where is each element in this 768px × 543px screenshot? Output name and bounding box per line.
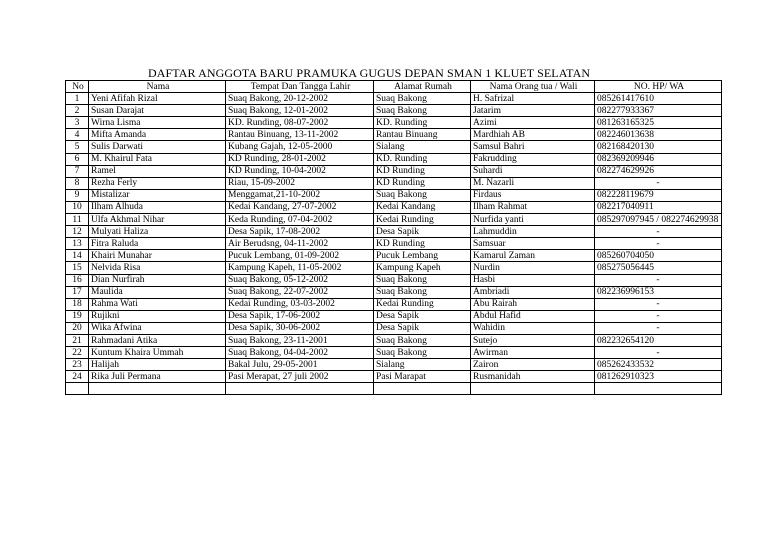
cell-address: Suaq Bakong: [374, 93, 471, 105]
cell-birth-place-date: KD Runding, 10-04-2002: [226, 165, 374, 177]
cell-guardian: Suhardi: [471, 165, 595, 177]
cell-guardian: Jatarim: [471, 105, 595, 117]
cell-guardian: Abu Rairah: [471, 298, 595, 310]
cell-birth-place-date: Pasi Merapat, 27 juli 2002: [226, 371, 374, 383]
cell-guardian: Ilham Rahmat: [471, 201, 595, 213]
cell-guardian: [471, 383, 595, 395]
cell-birth-place-date: KD. Runding, 08-07-2002: [226, 117, 374, 129]
cell-address: [374, 383, 471, 395]
cell-no: 12: [66, 226, 89, 238]
table-row: [66, 238, 722, 250]
cell-birth-place-date: Riau, 15-09-2002: [226, 177, 374, 189]
cell-no: 9: [66, 189, 89, 201]
document-title: DAFTAR ANGGOTA BARU PRAMUKA GUGUS DEPAN SMAN 1 KLUET SELATAN: [148, 66, 591, 80]
cell-birth-place-date: Bakal Julu, 29-05-2001: [226, 359, 374, 371]
table-row: [66, 359, 722, 371]
cell-no: 16: [66, 274, 89, 286]
cell-address: Suaq Bakong: [374, 105, 471, 117]
cell-no: 21: [66, 334, 89, 346]
cell-no: [66, 383, 89, 395]
cell-guardian: Nurdin: [471, 262, 595, 274]
table-body: [66, 93, 722, 395]
header-name: Nama: [89, 81, 226, 93]
cell-address: Suaq Bakong: [374, 334, 471, 346]
cell-no: 2: [66, 105, 89, 117]
table-row: [66, 274, 722, 286]
cell-no: 22: [66, 347, 89, 359]
cell-phone: 081262910323: [595, 371, 722, 383]
table-row: [66, 93, 722, 105]
cell-birth-place-date: [226, 383, 374, 395]
cell-guardian: H. Safrizal: [471, 93, 595, 105]
cell-phone: 085260704050: [595, 250, 722, 262]
cell-phone: -: [595, 347, 722, 359]
cell-phone: -: [595, 310, 722, 322]
cell-name: Sulis Darwati: [89, 141, 226, 153]
cell-guardian: Fakrudding: [471, 153, 595, 165]
cell-birth-place-date: Desa Sapik, 30-06-2002: [226, 322, 374, 334]
cell-no: 15: [66, 262, 89, 274]
cell-address: Kedai Runding: [374, 214, 471, 226]
cell-address: Suaq Bakong: [374, 286, 471, 298]
header-guardian: Nama Orang tua / Wali: [471, 81, 595, 93]
cell-no: 13: [66, 238, 89, 250]
cell-address: Rantau Binuang: [374, 129, 471, 141]
cell-phone: 081263165325: [595, 117, 722, 129]
cell-address: Kedai Runding: [374, 298, 471, 310]
table-row: [66, 298, 722, 310]
cell-no: 1: [66, 93, 89, 105]
cell-name: Yeni Afifah Rizal: [89, 93, 226, 105]
cell-address: Suaq Bakong: [374, 347, 471, 359]
table-row: [66, 371, 722, 383]
cell-guardian: Hasbi: [471, 274, 595, 286]
cell-birth-place-date: Suaq Bakong, 12-01-2002: [226, 105, 374, 117]
table-row: [66, 201, 722, 213]
cell-name: Ulfa Akhmal Nihar: [89, 214, 226, 226]
table-row: [66, 347, 722, 359]
cell-name: M. Khairul Fata: [89, 153, 226, 165]
cell-no: 3: [66, 117, 89, 129]
header-address: Alamat Rumah: [374, 81, 471, 93]
cell-name: Khairi Munahar: [89, 250, 226, 262]
cell-no: 23: [66, 359, 89, 371]
cell-name: Mulyati Haliza: [89, 226, 226, 238]
cell-birth-place-date: Kedai Kandang, 27-07-2002: [226, 201, 374, 213]
cell-no: 14: [66, 250, 89, 262]
cell-birth-place-date: Suaq Bakong, 22-07-2002: [226, 286, 374, 298]
cell-phone: 085297097945 / 082274629938: [595, 214, 722, 226]
cell-address: Desa Sapik: [374, 226, 471, 238]
cell-name: Fitra Raluda: [89, 238, 226, 250]
header-no: No: [66, 81, 89, 93]
table-row: [66, 177, 722, 189]
cell-birth-place-date: Suaq Bakong, 05-12-2002: [226, 274, 374, 286]
table-row: [66, 310, 722, 322]
table-row: [66, 141, 722, 153]
cell-name: Halijah: [89, 359, 226, 371]
cell-guardian: Samsuar: [471, 238, 595, 250]
cell-birth-place-date: Desa Sapik, 17-08-2002: [226, 226, 374, 238]
cell-guardian: Wahidin: [471, 322, 595, 334]
cell-no: 6: [66, 153, 89, 165]
cell-no: 7: [66, 165, 89, 177]
cell-address: Sialang: [374, 359, 471, 371]
table-row: [66, 117, 722, 129]
cell-no: 5: [66, 141, 89, 153]
table-row: [66, 322, 722, 334]
cell-birth-place-date: Air Berudsng, 04-11-2002: [226, 238, 374, 250]
cell-birth-place-date: Suaq Bakong, 20-12-2002: [226, 93, 374, 105]
cell-name: Wika Afwina: [89, 322, 226, 334]
cell-name: Dian Nurfirah: [89, 274, 226, 286]
cell-address: KD. Runding: [374, 117, 471, 129]
cell-name: Rujikni: [89, 310, 226, 322]
cell-no: 17: [66, 286, 89, 298]
cell-phone: [595, 383, 722, 395]
cell-guardian: Kamarul Zaman: [471, 250, 595, 262]
cell-no: 4: [66, 129, 89, 141]
cell-phone: -: [595, 274, 722, 286]
cell-phone: 085261417610: [595, 93, 722, 105]
cell-name: Mistalizar: [89, 189, 226, 201]
cell-name: Ramel: [89, 165, 226, 177]
member-table: [65, 80, 722, 395]
cell-guardian: Firdaus: [471, 189, 595, 201]
cell-address: Sialang: [374, 141, 471, 153]
cell-birth-place-date: Kedai Runding, 03-03-2002: [226, 298, 374, 310]
cell-guardian: Azimi: [471, 117, 595, 129]
cell-guardian: Sutejo: [471, 334, 595, 346]
cell-birth-place-date: Kampung Kapeh, 11-05-2002: [226, 262, 374, 274]
cell-name: Susan Darajat: [89, 105, 226, 117]
cell-no: 11: [66, 214, 89, 226]
cell-phone: 082168420130: [595, 141, 722, 153]
cell-phone: 082236996153: [595, 286, 722, 298]
cell-address: Pasi Marapat: [374, 371, 471, 383]
cell-address: Desa Sapik: [374, 310, 471, 322]
cell-birth-place-date: KD Runding, 28-01-2002: [226, 153, 374, 165]
cell-phone: -: [595, 177, 722, 189]
cell-no: 8: [66, 177, 89, 189]
cell-address: Suaq Bakong: [374, 189, 471, 201]
cell-address: Suaq Bakong: [374, 274, 471, 286]
cell-address: Pucuk Lembang: [374, 250, 471, 262]
cell-guardian: Samsul Bahri: [471, 141, 595, 153]
cell-guardian: M. Nazarli: [471, 177, 595, 189]
cell-guardian: Awirman: [471, 347, 595, 359]
cell-name: Rahma Wati: [89, 298, 226, 310]
cell-phone: 082246013638: [595, 129, 722, 141]
cell-phone: -: [595, 298, 722, 310]
cell-address: KD Runding: [374, 165, 471, 177]
cell-address: Desa Sapik: [374, 322, 471, 334]
table-row: [66, 189, 722, 201]
cell-no: 19: [66, 310, 89, 322]
cell-phone: 085275056445: [595, 262, 722, 274]
table-row: [66, 214, 722, 226]
cell-address: KD. Runding: [374, 153, 471, 165]
cell-name: Nelvida Risa: [89, 262, 226, 274]
cell-name: Ilham Alhuda: [89, 201, 226, 213]
cell-name: Kuntum Khaira Ummah: [89, 347, 226, 359]
cell-birth-place-date: Suaq Bakong, 23-11-2001: [226, 334, 374, 346]
cell-guardian: Rusmanidah: [471, 371, 595, 383]
cell-phone: 082274629926: [595, 165, 722, 177]
cell-birth-place-date: Rantau Binuang, 13-11-2002: [226, 129, 374, 141]
cell-phone: -: [595, 238, 722, 250]
cell-no: 10: [66, 201, 89, 213]
table-header-row: [66, 81, 722, 93]
cell-phone: 085262433532: [595, 359, 722, 371]
cell-phone: 082228119679: [595, 189, 722, 201]
cell-name: Mifta Amanda: [89, 129, 226, 141]
cell-no: 20: [66, 322, 89, 334]
table-row: [66, 105, 722, 117]
cell-guardian: Abdul Hafid: [471, 310, 595, 322]
table-row: [66, 165, 722, 177]
cell-name: Maulida: [89, 286, 226, 298]
cell-guardian: Mardhiah AB: [471, 129, 595, 141]
cell-birth-place-date: Suaq Bakong, 04-04-2002: [226, 347, 374, 359]
table-row: [66, 129, 722, 141]
cell-address: KD Runding: [374, 177, 471, 189]
cell-birth-place-date: Keda Runding, 07-04-2002: [226, 214, 374, 226]
table-row: [66, 262, 722, 274]
cell-name: Rika Juli Permana: [89, 371, 226, 383]
table-row: [66, 226, 722, 238]
cell-phone: 082232654120: [595, 334, 722, 346]
table-row: [66, 334, 722, 346]
cell-address: Kampung Kapeh: [374, 262, 471, 274]
cell-phone: -: [595, 226, 722, 238]
cell-birth-place-date: Menggamat,21-10-2002: [226, 189, 374, 201]
cell-name: Rahmadani Atika: [89, 334, 226, 346]
header-phone: NO. HP/ WA: [595, 81, 722, 93]
cell-birth-place-date: Kubang Gajah, 12-05-2000: [226, 141, 374, 153]
table-row: [66, 153, 722, 165]
cell-name: Rezha Ferly: [89, 177, 226, 189]
cell-phone: 082217040911: [595, 201, 722, 213]
cell-phone: 082369209946: [595, 153, 722, 165]
cell-guardian: Zairon: [471, 359, 595, 371]
cell-birth-place-date: Desa Sapik, 17-06-2002: [226, 310, 374, 322]
cell-guardian: Lahmuddin: [471, 226, 595, 238]
cell-address: Kedai Kandang: [374, 201, 471, 213]
header-birth: Tempat Dan Tangga Lahir: [226, 81, 374, 93]
cell-name: [89, 383, 226, 395]
cell-phone: -: [595, 322, 722, 334]
cell-no: 24: [66, 371, 89, 383]
cell-guardian: Nurfida yanti: [471, 214, 595, 226]
cell-name: Wirna Lisma: [89, 117, 226, 129]
cell-address: KD Runding: [374, 238, 471, 250]
cell-birth-place-date: Pucuk Lembang, 01-09-2002: [226, 250, 374, 262]
table-row: [66, 286, 722, 298]
cell-phone: 082277933367: [595, 105, 722, 117]
table-row: [66, 383, 722, 395]
table-row: [66, 250, 722, 262]
cell-guardian: Ambriadi: [471, 286, 595, 298]
cell-no: 18: [66, 298, 89, 310]
